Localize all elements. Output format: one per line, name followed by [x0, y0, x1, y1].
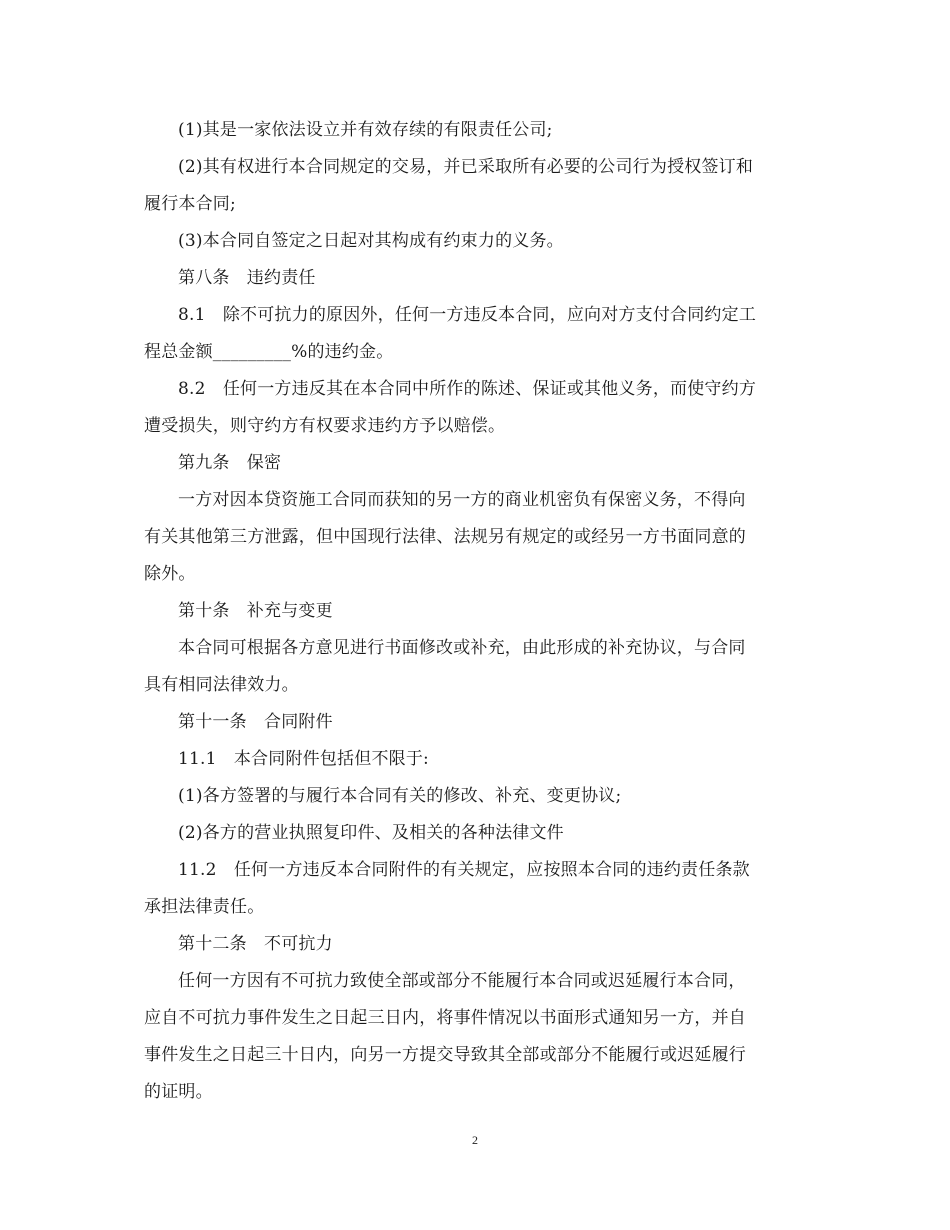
clause-7-item-1: (1)其是一家依法设立并有效存续的有限责任公司;	[178, 120, 553, 140]
clause-11-2-cont: 承担法律责任。	[144, 897, 265, 917]
clause-9-text-cont-2: 除外。	[144, 564, 196, 584]
clause-12-text-cont-2: 事件发生之日起三十日内，向另一方提交导致其全部或部分不能履行或迟延履行	[144, 1045, 746, 1065]
heading-article-10: 第十条 补充与变更	[178, 601, 333, 621]
clause-8-1: 8.1 除不可抗力的原因外，任何一方违反本合同，应向对方支付合同约定工	[178, 305, 757, 325]
page-number: 2	[472, 1133, 478, 1147]
clause-7-item-3: (3)本合同自签定之日起对其构成有约束力的义务。	[178, 231, 564, 251]
clause-11-1-item-1: (1)各方签署的与履行本合同有关的修改、补充、变更协议;	[178, 786, 622, 806]
clause-12-text: 任何一方因有不可抗力致使全部或部分不能履行本合同或迟延履行本合同，	[178, 971, 746, 991]
clause-11-2: 11.2 任何一方违反本合同附件的有关规定，应按照本合同的违约责任条款	[178, 860, 750, 880]
clause-7-item-2: (2)其有权进行本合同规定的交易，并已采取所有必要的公司行为授权签订和	[178, 157, 754, 177]
heading-article-8: 第八条 违约责任	[178, 268, 316, 288]
heading-article-9: 第九条 保密	[178, 453, 282, 473]
clause-8-2: 8.2 任何一方违反其在本合同中所作的陈述、保证或其他义务，而使守约方	[178, 379, 757, 399]
clause-10-text-cont: 具有相同法律效力。	[144, 675, 299, 695]
clause-11-1-item-2: (2)各方的营业执照复印件、及相关的各种法律文件	[178, 823, 564, 843]
clause-9-text-cont-1: 有关其他第三方泄露，但中国现行法律、法规另有规定的或经另一方书面同意的	[144, 527, 746, 547]
clause-12-text-cont-1: 应自不可抗力事件发生之日起三日内，将事件情况以书面形式通知另一方，并自	[144, 1008, 746, 1028]
clause-8-1-cont: 程总金额_________%的违约金。	[144, 342, 394, 362]
clause-7-item-2-cont: 履行本合同;	[144, 194, 236, 214]
heading-article-12: 第十二条 不可抗力	[178, 934, 333, 954]
heading-article-11: 第十一条 合同附件	[178, 712, 333, 732]
clause-10-text: 本合同可根据各方意见进行书面修改或补充，由此形成的补充协议，与合同	[178, 638, 746, 658]
clause-11-1: 11.1 本合同附件包括但不限于:	[178, 749, 429, 769]
clause-8-2-cont: 遭受损失，则守约方有权要求违约方予以赔偿。	[144, 416, 506, 436]
clause-12-text-cont-3: 的证明。	[144, 1082, 213, 1102]
clause-9-text: 一方对因本贷资施工合同而获知的另一方的商业机密负有保密义务，不得向	[178, 490, 746, 510]
